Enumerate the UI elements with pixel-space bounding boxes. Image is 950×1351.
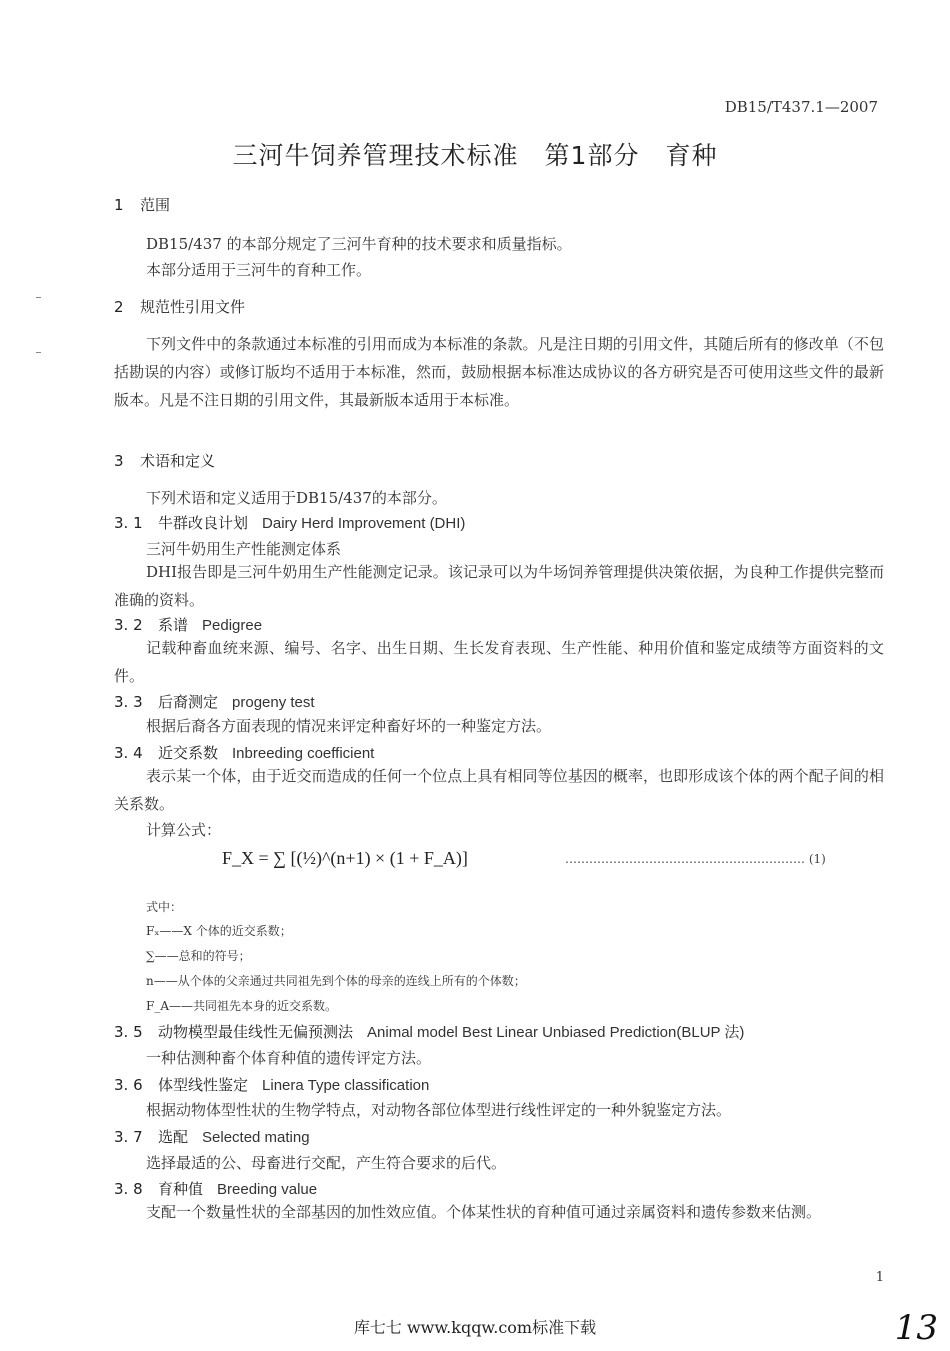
formula-number: …………………………………………………… (1) xyxy=(565,852,826,866)
formula-where: 式中： xyxy=(146,900,183,914)
standard-code: DB15/T437.1—2007 xyxy=(724,98,878,116)
handwritten-page-mark: 13 xyxy=(894,1308,938,1348)
term-3-3-heading: 3. 3 后裔测定 progeny test xyxy=(114,693,315,711)
term-3-8-definition: 支配一个数量性状的全部基因的加性效应值。个体某性状的育种值可通过亲属资料和遗传参数来估测。 xyxy=(146,1203,822,1221)
section-1-heading: 1 范围 xyxy=(114,196,171,214)
term-3-4-definition: 表示某一个体，由于近交而造成的任何一个位点上具有相同等位基因的概率，也即形成该个体的两个配子间的相关系数。 xyxy=(114,767,884,813)
term-3-8-heading: 3. 8 育种值 Breeding value xyxy=(114,1180,318,1198)
term-3-6-definition: 根据动物体型性状的生物学特点，对动物各部位体型进行线性评定的一种外貌鉴定方法。 xyxy=(146,1101,732,1119)
section-2-heading: 2 规范性引用文件 xyxy=(114,298,246,316)
document-title: 三河牛饲养管理技术标准 第1部分 育种 xyxy=(232,141,718,170)
term-3-5-definition: 一种估测种畜个体育种值的遗传评定方法。 xyxy=(146,1049,432,1067)
term-3-5-heading: 3. 5 动物模型最佳线性无偏预测法 Animal model Best Linear Unbiased Prediction(BLUP 法) xyxy=(114,1023,745,1041)
term-3-6-heading: 3. 6 体型线性鉴定 Linera Type classification xyxy=(114,1076,430,1094)
term-3-3-definition: 根据后裔各方面表现的情况来评定种畜好坏的一种鉴定方法。 xyxy=(146,717,552,735)
page-number: 1 xyxy=(875,1270,884,1285)
section-1-paragraph: DB15/437 的本部分规定了三河牛育种的技术要求和质量指标。 xyxy=(146,235,572,253)
formula-variable: n——从个体的父亲通过共同祖先到个体的母亲的连线上所有的个体数； xyxy=(146,974,526,988)
formula-variable: Fₓ——X 个体的近交系数； xyxy=(146,924,292,938)
term-3-1-heading: 3. 1 牛群改良计划 Dairy Herd Improvement (DHI) xyxy=(114,514,466,532)
formula-variable: F_A——共同祖先本身的近交系数。 xyxy=(146,999,337,1013)
section-2-paragraph: 下列文件中的条款通过本标准的引用而成为本标准的条款。凡是注日期的引用文件，其随后所有的修改单（不包括勘误的内容）或修订版均不适用于本标准，然而，鼓励根据本标准达成协议的各方研究是否可使用这些文件的最新版本。凡是不注日期的引用文件，其最新版本适用于本标准。 xyxy=(114,335,884,409)
footer-watermark: 库七七 www.kqqw.com标准下载 xyxy=(353,1318,597,1337)
term-3-2-heading: 3. 2 系谱 Pedigree xyxy=(114,616,263,634)
term-3-2-definition: 记载种畜血统来源、编号、名字、出生日期、生长发育表现、生产性能、种用价值和鉴定成绩等方面资料的文件。 xyxy=(114,639,884,685)
inbreeding-formula: F_X = ∑ [(½)^(n+1) × (1 + F_A)] xyxy=(222,848,468,868)
section-1-paragraph: 本部分适用于三河牛的育种工作。 xyxy=(146,261,372,279)
term-3-7-heading: 3. 7 选配 Selected mating xyxy=(114,1128,310,1146)
term-3-4-heading: 3. 4 近交系数 Inbreeding coefficient xyxy=(114,744,375,762)
formula-label: 计算公式： xyxy=(146,821,222,839)
section-3-heading: 3 术语和定义 xyxy=(114,452,216,470)
term-3-1-line: 三河牛奶用生产性能测定体系 xyxy=(146,540,342,558)
margin-mark xyxy=(36,352,41,353)
formula-variable: ∑——总和的符号； xyxy=(146,949,251,963)
section-3-intro: 下列术语和定义适用于DB15/437的本部分。 xyxy=(146,489,447,507)
term-3-7-definition: 选择最适的公、母畜进行交配，产生符合要求的后代。 xyxy=(146,1154,507,1172)
term-3-1-definition: DHI报告即是三河牛奶用生产性能测定记录。该记录可以为牛场饲养管理提供决策依据，为良种工作提供完整而准确的资料。 xyxy=(114,563,884,609)
margin-mark xyxy=(36,297,41,298)
